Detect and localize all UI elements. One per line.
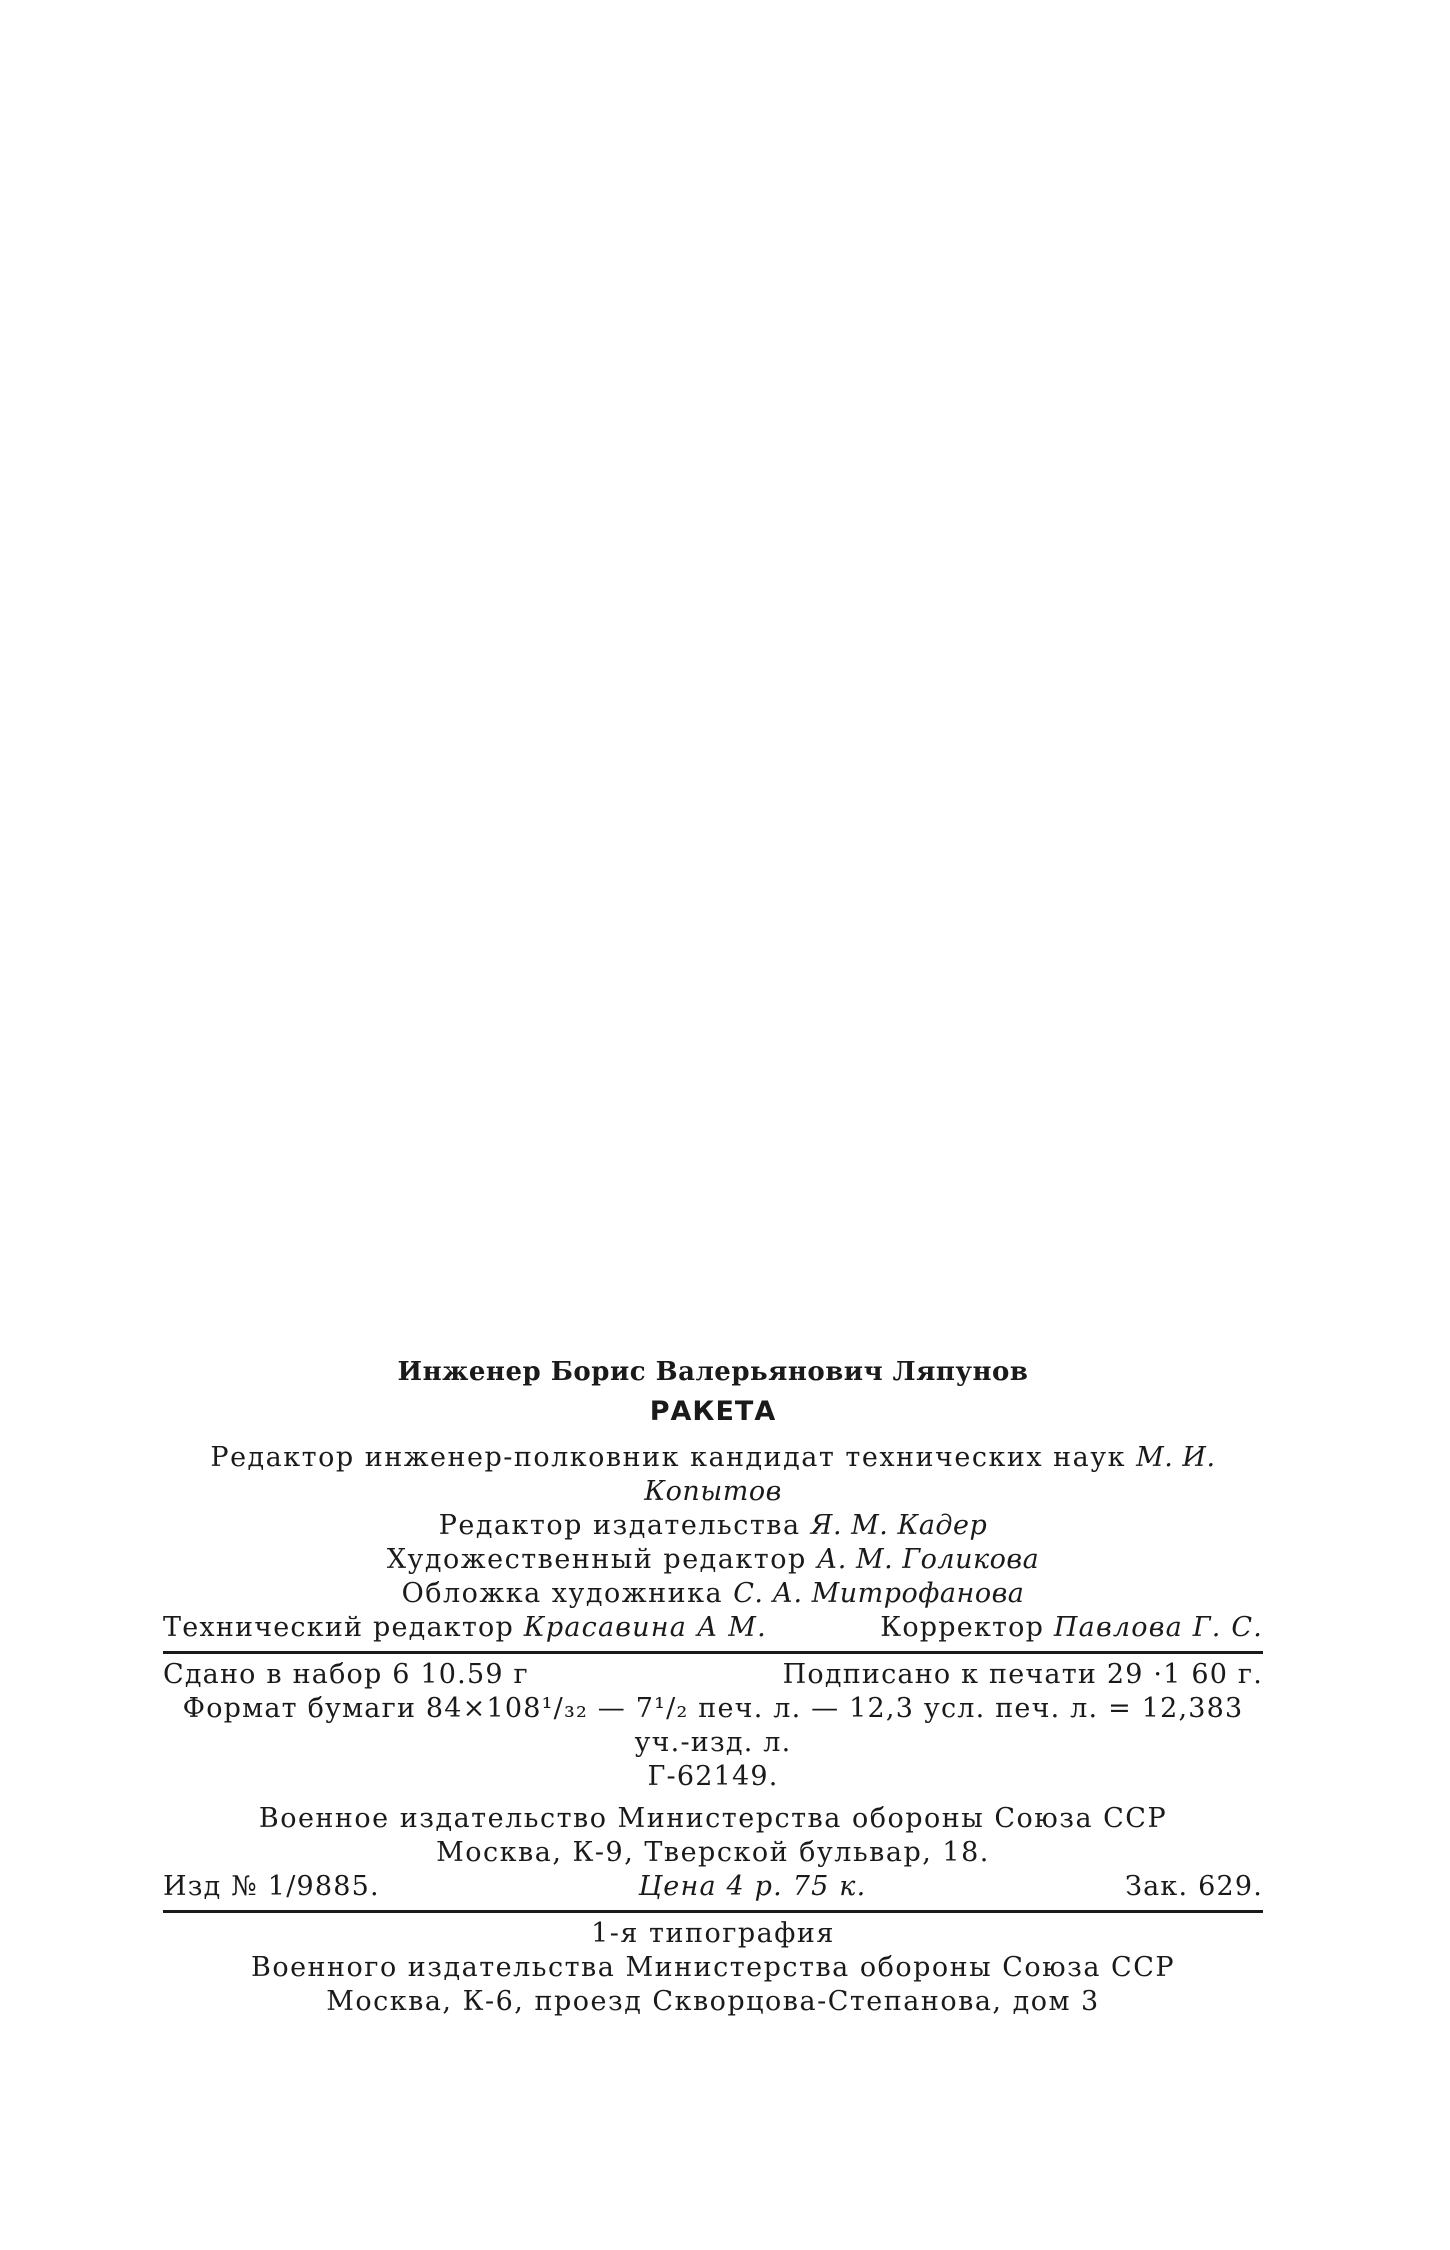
credit-publishing-editor: [163, 1509, 1263, 1543]
tech-editor-corrector-row: [163, 1611, 1263, 1645]
credit-name: Я. М. Кадер: [810, 1510, 988, 1541]
imprint-block: [163, 1355, 1263, 2019]
author-line: Инженер Борис Валерьянович Ляпунов: [397, 1357, 1029, 1387]
credit-name: А. М. Голикова: [816, 1544, 1040, 1575]
printer-name: 1-я типография: [591, 1918, 835, 1949]
credit-art-editor: [163, 1543, 1263, 1577]
corrector-name: Павлова Г. С.: [1053, 1612, 1263, 1643]
publication-code: Г-62149.: [647, 1761, 779, 1792]
tech-editor-name: Красавина А М.: [523, 1612, 767, 1643]
book-title: РАКЕТА: [649, 1396, 777, 1427]
tech-editor-role: Технический редактор: [163, 1612, 514, 1643]
divider-rule-bottom: [163, 1910, 1263, 1913]
credit-name: С. А. Митрофанова: [733, 1578, 1025, 1609]
credit-role: Обложка художника: [401, 1578, 724, 1609]
corrector-role: Корректор: [880, 1612, 1045, 1643]
signed-to-print: Подписано к печати 29 ·1 60 г.: [782, 1659, 1263, 1690]
izd-number: Изд № 1/9885.: [163, 1871, 380, 1902]
printer-address: Москва, К-6, проезд Скворцова-Степанова, дом 3: [326, 1986, 1100, 2017]
paper-format: Формат бумаги 84×108¹/₃₂ — 7¹/₂ печ. л. — 12,3 усл. печ. л. = 12,383 уч.-изд. л.: [182, 1693, 1244, 1758]
corrector: [880, 1611, 1263, 1645]
credit-chief-editor: [163, 1441, 1263, 1509]
credit-name: М. И. Копытов: [644, 1442, 1216, 1507]
divider-rule-top: [163, 1651, 1263, 1654]
credit-role: Редактор инженер-полковник кандидат технических наук: [210, 1442, 1127, 1473]
izd-price-order-row: [163, 1870, 1263, 1904]
tech-editor: [163, 1611, 767, 1645]
publisher-name: Военное издательство Министерства обороны Союза ССР: [258, 1803, 1168, 1834]
price: Цена 4 р. 75 к.: [638, 1871, 867, 1902]
sent-to-typeset: Сдано в набор 6 10.59 г: [163, 1659, 529, 1690]
publisher-address: Москва, К-9, Тверской бульвар, 18.: [436, 1837, 990, 1868]
credit-cover-artist: [163, 1577, 1263, 1611]
typeset-signed-row: [163, 1658, 1263, 1692]
credit-role: Художественный редактор: [386, 1544, 807, 1575]
credit-role: Редактор издательства: [438, 1510, 801, 1541]
order-number: Зак. 629.: [1125, 1871, 1263, 1902]
printer-org: Военного издательства Министерства обороны Союза ССР: [250, 1952, 1176, 1983]
